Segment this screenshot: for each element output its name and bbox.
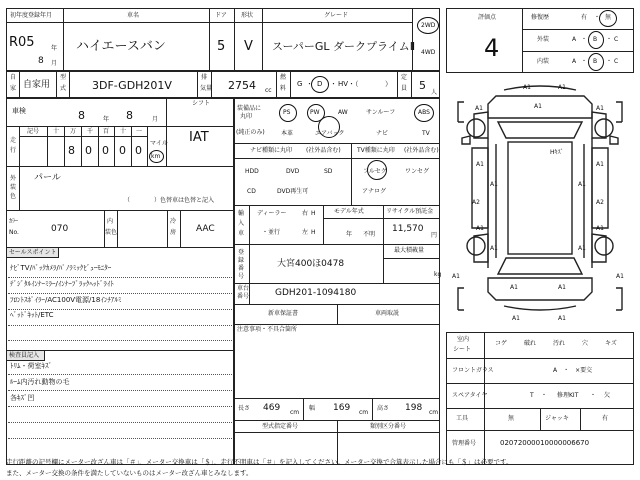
- max-load-label: 最大積載量: [394, 247, 425, 254]
- height-label: 高さ: [377, 405, 390, 412]
- max-load-unit: kg: [434, 271, 442, 278]
- mileage-digit-1: 8: [68, 144, 75, 157]
- tools-value: 無: [508, 415, 515, 422]
- color-label-3: 色: [10, 193, 17, 200]
- reg-label-4: 号: [238, 273, 245, 280]
- mark-bumper-front-2: A1: [558, 84, 566, 91]
- mark-left-side-1: A2: [472, 199, 480, 206]
- seat-yabure: 破れ: [524, 340, 537, 347]
- glass-value: A ・ ×要交: [553, 367, 593, 374]
- mark-front-right: A1: [596, 105, 604, 112]
- doors-label: ドア: [215, 12, 227, 19]
- mgmt-label: 管理番号: [452, 440, 477, 447]
- fuel-hv-close: ）: [385, 80, 392, 88]
- reg-label-3: 番: [238, 265, 245, 272]
- color-label-1: 外: [10, 175, 17, 182]
- import-label-3: 車: [238, 230, 245, 237]
- mark-bumper-front-1: A1: [523, 84, 531, 91]
- recycle-label: リサイクル預託金: [386, 208, 434, 215]
- shift-label: シフト: [192, 100, 211, 107]
- class-no-label: 類別区分番号: [370, 423, 407, 430]
- interior-color-label-2: 装色: [105, 229, 118, 236]
- mark-rear-bumper-1: A1: [512, 315, 520, 322]
- capacity-label-2: 員: [401, 85, 408, 92]
- interior-dot-2: ・: [606, 58, 613, 65]
- navi-sd: SD: [324, 168, 333, 175]
- car-name: ハイエースバン: [76, 39, 166, 54]
- shape-label: 形状: [241, 12, 254, 19]
- model-value: 3DF-GDH201V: [92, 79, 172, 92]
- use-label-1: 自: [10, 74, 17, 81]
- first-reg-era: R05: [9, 35, 35, 50]
- import-label-1: 輸: [238, 210, 245, 217]
- shift-value: IAT: [189, 130, 209, 145]
- equip-abs: ABS: [418, 109, 430, 116]
- first-reg-month-mark: 月: [51, 60, 58, 67]
- first-reg-label: 初年度登録年月: [10, 12, 53, 19]
- color-code-label-1: ｶﾗｰ: [9, 218, 19, 225]
- place-juu: 十: [120, 128, 127, 135]
- glass-label: フロントガラス: [452, 367, 494, 374]
- score-label: 評価点: [478, 14, 497, 21]
- import-label-2: 入: [238, 220, 245, 227]
- recycle-value: 11,570: [392, 224, 424, 234]
- jack-value: 有: [602, 415, 609, 422]
- repair-yes: 有: [581, 14, 588, 21]
- interior-grade-c: C: [614, 58, 619, 65]
- chassis-label-1: 車台: [237, 285, 250, 292]
- model-year-label: モデル年式: [334, 208, 364, 215]
- height-value: 198: [405, 403, 423, 413]
- capacity-label-1: 定: [401, 74, 408, 81]
- equip-pw: PW: [310, 109, 320, 116]
- mileage-digit-5: 0: [135, 144, 142, 157]
- equipment-label-2: 丸印: [240, 113, 253, 120]
- mark-left-door: A1: [476, 161, 484, 168]
- fuel-label-1: 燃: [280, 74, 287, 81]
- mark-right-side-1: A2: [596, 199, 604, 206]
- seat-koge: コゲ: [495, 340, 508, 347]
- height-unit: cm: [429, 409, 439, 416]
- mileage-digit-3: 0: [102, 144, 109, 157]
- tv-type-note: (社外品含む): [404, 147, 439, 154]
- type-no-label: 型式指定番号: [262, 423, 299, 430]
- jack-label: ジャッキ: [545, 415, 569, 422]
- ac-label-1: 冷: [170, 218, 177, 225]
- equip-leather: 本革: [281, 130, 294, 137]
- mark-right-rear: A1: [596, 225, 604, 232]
- footer-note-1: 走行距離の記号欄にメーター改ざん車は「＃」、メーター交換車は「＄」、走行不明車は「＃」を記入してください。メーター交換で合算表示した場合にも「＄」は必要です。: [6, 458, 513, 466]
- length-value: 469: [263, 403, 281, 413]
- score-value: 4: [484, 34, 500, 62]
- use-label-2: 家: [10, 85, 17, 92]
- use-value: 自家用: [23, 80, 51, 90]
- shape-value: V: [244, 39, 253, 54]
- navi-type-note: (社外品含む): [306, 147, 341, 154]
- width-label: 幅: [309, 405, 316, 412]
- seat-yogore: 汚れ: [553, 340, 566, 347]
- sales-point-line-4: ﾍﾞｯﾄﾞｷｯﾄ/ETC: [10, 311, 54, 319]
- seat-label-1: 室内: [457, 336, 470, 343]
- spare-none: 欠: [604, 392, 611, 399]
- notes-label: 注意事項・不具合箇所: [237, 326, 298, 333]
- interior-grade-a: A: [572, 58, 577, 65]
- fuel-hv: HV・（: [338, 80, 359, 88]
- reg-label-2: 録: [238, 257, 245, 264]
- color-code: 070: [51, 224, 69, 234]
- mark-left-slide: A1: [490, 181, 498, 188]
- seat-ana: 穴: [582, 340, 589, 347]
- exterior-color: パール: [34, 173, 61, 183]
- spare-kit: 修理KIT: [557, 392, 579, 399]
- mark-right-quarter: A1: [578, 245, 586, 252]
- tools-label: 工具: [456, 415, 469, 422]
- tv-analog: アナログ: [362, 188, 387, 195]
- first-reg-month: 8: [38, 56, 44, 66]
- color-label-2: 装: [10, 184, 17, 191]
- drive-2wd: 2WD: [421, 22, 436, 29]
- spare-label: スペアタイヤ: [452, 392, 488, 399]
- interior-grade-b: B: [593, 58, 598, 65]
- mileage-label-1: 走: [10, 137, 17, 144]
- spare-dot-2: ・: [590, 392, 597, 399]
- tv-type-label: TV種類に丸印: [357, 147, 395, 154]
- import-right: 右: [302, 210, 309, 217]
- manual-label: 車両取説: [375, 310, 400, 317]
- car-damage-diagram: [446, 78, 634, 328]
- inspector-line-1: ﾄﾘﾑ・荷室ｷｽﾞ: [10, 362, 52, 370]
- car-name-label: 車名: [127, 12, 140, 19]
- import-dealer: ディーラー: [257, 210, 287, 217]
- plate-number: 大宮400ほ0478: [277, 259, 345, 269]
- color-note-open: （: [124, 197, 131, 204]
- recycle-unit: 円: [431, 232, 438, 239]
- mark-rear-gate-2: A1: [558, 284, 566, 291]
- interior-dot-1: ・: [581, 58, 588, 65]
- capacity-value: 5: [419, 79, 426, 92]
- mark-left-sill: A1: [452, 273, 460, 280]
- equip-navi: ナビ: [376, 130, 389, 137]
- exterior-grade-c: C: [614, 36, 619, 43]
- equip-tv: TV: [422, 130, 430, 137]
- mark-right-door: A1: [596, 161, 604, 168]
- sales-points-label: セールスポイント: [9, 249, 57, 256]
- ac-value: AAC: [196, 224, 215, 234]
- capacity-unit: 人: [431, 89, 438, 96]
- equipment-note: (純正のみ): [236, 129, 265, 136]
- disp-label-2: 気量: [200, 85, 213, 92]
- interior-grade-label: 内装: [537, 58, 550, 65]
- model-label-2: 式: [60, 85, 67, 92]
- import-left: 左: [302, 229, 309, 236]
- mileage-label-2: 行: [10, 147, 17, 154]
- mileage-unit-km: km: [151, 153, 161, 160]
- length-label: 長さ: [238, 405, 251, 412]
- place-hyaku: 百: [103, 128, 110, 135]
- spec-row: [6, 71, 440, 98]
- repair-label: 修復歴: [531, 14, 550, 21]
- inspection-year-mark: 年: [103, 116, 110, 123]
- interior-color-label-1: 内: [107, 218, 114, 225]
- repair-sep: ・: [594, 14, 601, 21]
- mileage-symbol-label: 記号: [27, 128, 40, 135]
- color-note: ）色替車は色替と記入: [154, 197, 215, 204]
- sales-point-line-3: ﾌﾛﾝﾄｽﾎﾟｲﾗｰ/AC100V電源/18ｲﾝﾁｱﾙﾐ: [10, 296, 122, 304]
- warranty-label: 新車保証書: [268, 310, 299, 317]
- exterior-dot-1: ・: [581, 36, 588, 43]
- tv-oneseg: ワンセグ: [405, 168, 430, 175]
- navi-hdd: HDD: [245, 168, 259, 175]
- import-handle-2: H: [311, 229, 316, 236]
- exterior-grade-label: 外装: [537, 36, 550, 43]
- grade-label: グレード: [324, 12, 349, 19]
- sales-point-line-1: ﾅﾋﾞTV/ﾊﾞｯｸｶﾒﾗ/ﾊﾟﾉﾗﾐｯｸﾋﾞｭｰﾓﾆﾀｰ: [10, 264, 112, 272]
- exterior-dot-2: ・: [606, 36, 613, 43]
- place-ichi: 一: [136, 128, 143, 135]
- fuel-dot-2: ・: [330, 80, 337, 88]
- inspection-month-mark: 月: [152, 116, 159, 123]
- inspector-line-3: 各ｷｽﾞ凹: [10, 394, 35, 402]
- doors-value: 5: [217, 39, 226, 54]
- equip-airbag: エアバック: [315, 130, 345, 137]
- footer-note-2: また、メーター交換の条件を満たしていないものはメーター改ざん車とみなします。: [6, 469, 253, 477]
- mileage-digit-4: 0: [119, 144, 126, 157]
- ac-label-2: 房: [170, 229, 177, 236]
- mark-right-slide: A1: [578, 181, 586, 188]
- navi-cd: CD: [247, 188, 256, 195]
- reg-label-1: 登: [238, 249, 245, 256]
- import-parallel: ・並行: [262, 229, 281, 236]
- model-year-unknown: 不明: [363, 231, 376, 238]
- model-year-mark: 年: [346, 231, 353, 238]
- length-unit: cm: [290, 409, 300, 416]
- exterior-grade-a: A: [572, 36, 577, 43]
- fuel-dot: ・: [306, 80, 313, 88]
- fuel-g: G: [297, 80, 303, 88]
- place-sen: 千: [87, 128, 94, 135]
- fuel-d: D: [317, 80, 323, 88]
- disp-label-1: 排: [201, 74, 208, 81]
- sales-point-line-2: ﾃﾞｼﾞﾀﾙｲﾝﾅｰﾐﾗｰ/ｲﾝﾅｰﾌﾞﾗｯｸﾍｯﾄﾞﾗｲﾄ: [10, 280, 114, 288]
- inspection-month: 8: [126, 109, 133, 122]
- inspector-label: 検査員記入: [9, 352, 40, 359]
- chassis-label-2: 番号: [237, 293, 250, 300]
- spare-t: T: [530, 392, 534, 399]
- first-reg-year-mark: 年: [51, 45, 58, 52]
- place-10man: 十: [53, 128, 60, 135]
- color-code-label-2: No.: [9, 229, 19, 236]
- model-label-1: 型: [60, 74, 67, 81]
- navi-dvd: DVD: [286, 168, 300, 175]
- mark-front-left: A1: [475, 105, 483, 112]
- grade-value: スーパーGL ダークプライムⅡ: [272, 40, 416, 53]
- spare-dot-1: ・: [541, 392, 548, 399]
- mark-rear-gate-1: A1: [510, 284, 518, 291]
- fuel-label-2: 料: [280, 85, 287, 92]
- chassis-number: GDH201-1094180: [275, 288, 357, 298]
- inspector-line-2: ﾙｰﾑ内汚れ動物の毛: [10, 378, 70, 386]
- mark-rear-bumper-2: A1: [558, 315, 566, 322]
- inspection-year: 8: [78, 109, 85, 122]
- mark-right-sill: A1: [616, 273, 624, 280]
- mark-hood: A1: [534, 103, 542, 110]
- equip-aw: AW: [338, 109, 348, 116]
- mark-left-rear: A1: [476, 225, 484, 232]
- navi-dvd-play: DVD再生可: [277, 188, 309, 195]
- tv-fullseg: フルセグ: [363, 168, 387, 175]
- width-unit: cm: [359, 409, 369, 416]
- mgmt-number: 02072000010000006670: [500, 439, 590, 447]
- displacement-value: 2754: [228, 79, 256, 92]
- mark-roof: Hｷｽﾞ: [550, 149, 564, 156]
- equipment-label: 装備品に: [237, 105, 262, 112]
- inspection-label: 車検: [12, 107, 26, 115]
- drive-4wd: 4WD: [421, 49, 436, 56]
- displacement-unit: cc: [265, 87, 272, 94]
- seat-label-2: シート: [453, 346, 472, 353]
- import-handle-1: H: [311, 210, 316, 217]
- mileage-unit-mile: マイル: [150, 140, 168, 147]
- mileage-digit-2: 0: [85, 144, 92, 157]
- seat-kizu: キズ: [605, 340, 617, 347]
- equip-sunroof: サンルーフ: [366, 109, 396, 116]
- exterior-grade-b: B: [593, 36, 598, 43]
- navi-type-label: ナビ種類に丸印: [250, 147, 293, 154]
- width-value: 169: [333, 403, 351, 413]
- repair-no: 無: [605, 14, 612, 21]
- equip-ps: PS: [283, 109, 291, 116]
- mark-left-quarter: A1: [490, 245, 498, 252]
- place-man: 万: [70, 128, 77, 135]
